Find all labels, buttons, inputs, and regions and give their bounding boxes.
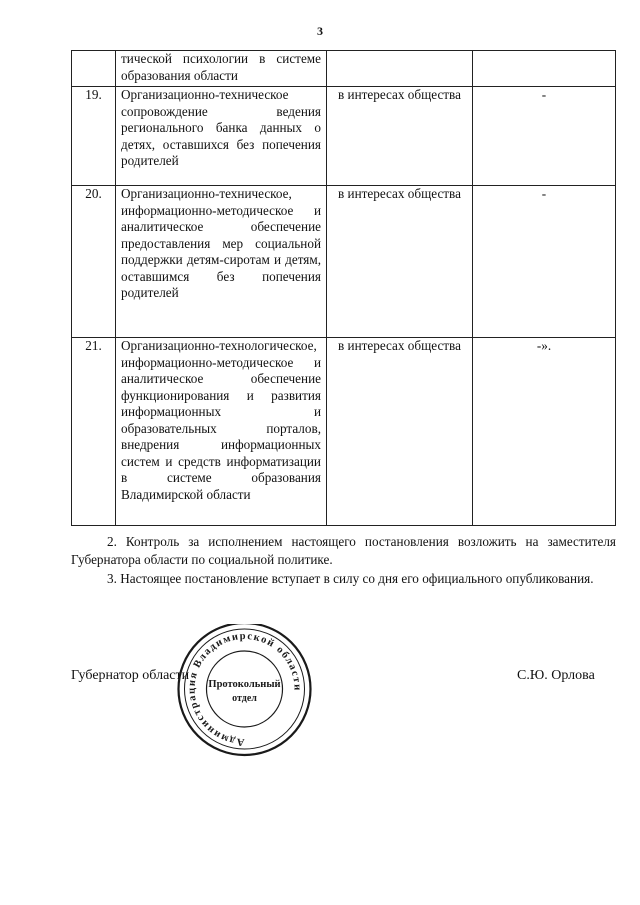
- row-number: [72, 51, 116, 87]
- table-row: [72, 51, 616, 87]
- row-description: Организационно-техническое сопровождение ведения регионального банка данных о детях, оставшихся без попечения родителей: [116, 87, 327, 186]
- row-number: 20.: [72, 186, 116, 338]
- row-note: -».: [473, 338, 616, 526]
- row-note: -: [473, 186, 616, 338]
- signature-name: С.Ю. Орлова: [517, 668, 595, 683]
- row-scope: [327, 51, 473, 87]
- row-scope: в интересах общества: [327, 338, 473, 526]
- services-table: [71, 50, 616, 526]
- table-row: [72, 338, 616, 526]
- paragraph-control: 2. Контроль за исполнением настоящего постановления возложить на заместителя Губернатора области по социальной политике.: [71, 534, 616, 567]
- row-number: 21.: [72, 338, 116, 526]
- seal-center-line2: отдел: [232, 693, 257, 704]
- row-scope: в интересах общества: [327, 186, 473, 338]
- row-description: тической психологии в системе образования области: [116, 51, 327, 87]
- table-row: [72, 87, 616, 186]
- row-note: [473, 51, 616, 87]
- page-number: 3: [317, 24, 323, 38]
- signature-position: Губернатор области: [71, 668, 190, 683]
- row-description: Организационно-технологическое, информационно-методическое и аналитическое обеспечение функционирования и развития информационных и образовательных порталов, внедрения информационных систем и средств информатизации в системе образования Владимирской области: [116, 338, 327, 526]
- paragraph-effective-date: 3. Настоящее постановление вступает в силу со дня его официального опубликования.: [107, 571, 594, 586]
- row-description: Организационно-техническое, информационно-методическое и аналитическое обеспечение предоставления мер социальной поддержки детям-сиротам и детям, оставшимся без попечения родителей: [116, 186, 327, 338]
- official-seal: [172, 624, 317, 759]
- table-row: [72, 186, 616, 338]
- row-note: -: [473, 87, 616, 186]
- seal-ring-text: Администрация Владимирской области: [186, 630, 303, 748]
- row-scope: в интересах общества: [327, 87, 473, 186]
- row-number: 19.: [72, 87, 116, 186]
- seal-center-line1: Протокольный: [208, 679, 281, 690]
